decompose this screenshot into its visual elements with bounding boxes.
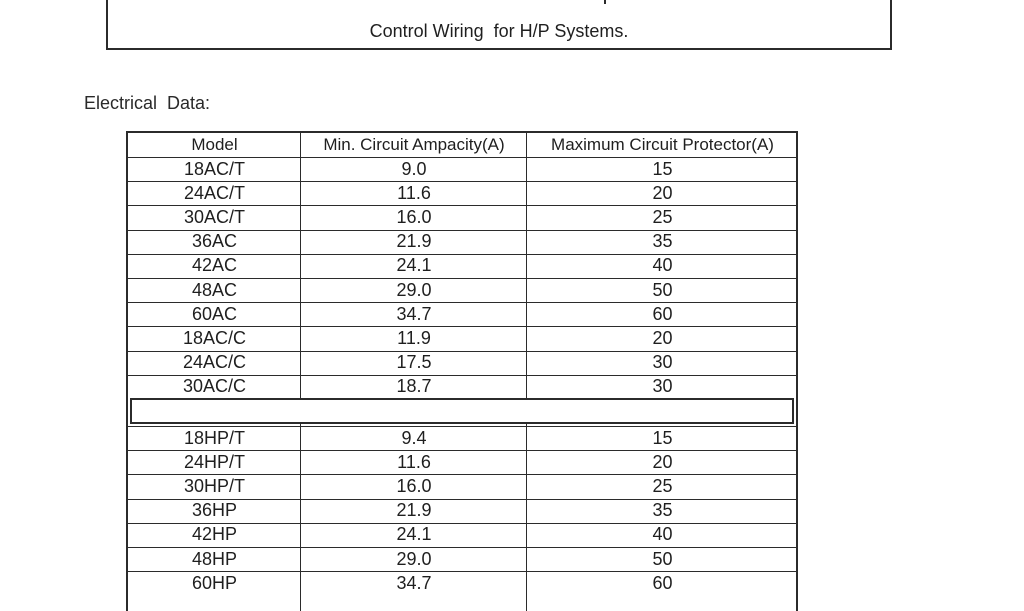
min-circuit-ampacity-cell: 24.1 xyxy=(396,255,432,276)
table-row xyxy=(128,375,796,399)
model-cell: 36AC xyxy=(191,231,238,252)
model-cell: 30HP/T xyxy=(183,475,246,496)
max-circuit-protector-cell: 25 xyxy=(652,475,673,496)
table-row xyxy=(128,547,796,571)
model-cell: 48HP xyxy=(191,548,238,569)
electrical-data-table xyxy=(126,131,798,611)
min-circuit-ampacity-cell: 21.9 xyxy=(396,500,432,521)
model-cell: 24AC/C xyxy=(182,352,247,373)
min-circuit-ampacity-cell: 24.1 xyxy=(396,524,432,545)
model-cell: 48AC xyxy=(191,279,238,300)
min-circuit-ampacity-cell: 9.4 xyxy=(401,427,427,448)
title-box-mark xyxy=(604,0,606,4)
max-circuit-protector-cell: 50 xyxy=(652,548,673,569)
page-subtitle: Control Wiring for H/P Systems. xyxy=(369,21,629,41)
min-circuit-ampacity-cell: 21.9 xyxy=(396,231,432,252)
table-row xyxy=(128,426,796,450)
section-heading: Electrical Data: xyxy=(84,93,211,113)
header-model: Model xyxy=(191,135,238,155)
table-row xyxy=(128,157,796,181)
max-circuit-protector-cell: 15 xyxy=(652,158,673,179)
max-circuit-protector-cell: 35 xyxy=(652,500,673,521)
table-row xyxy=(128,278,796,302)
min-circuit-ampacity-cell: 17.5 xyxy=(396,352,432,373)
table-row xyxy=(128,326,796,350)
max-circuit-protector-cell: 20 xyxy=(652,327,673,348)
model-cell: 60AC xyxy=(191,303,238,324)
min-circuit-ampacity-cell: 11.9 xyxy=(397,327,431,348)
model-cell: 36HP xyxy=(191,500,238,521)
table-row xyxy=(128,351,796,375)
group-separator xyxy=(130,398,794,424)
max-circuit-protector-cell: 15 xyxy=(652,427,673,448)
max-circuit-protector-cell: 20 xyxy=(652,451,673,472)
max-circuit-protector-cell: 40 xyxy=(652,524,673,545)
min-circuit-ampacity-cell: 16.0 xyxy=(396,206,432,227)
min-circuit-ampacity-cell: 16.0 xyxy=(396,475,432,496)
min-circuit-ampacity-cell: 29.0 xyxy=(396,548,432,569)
max-circuit-protector-cell: 20 xyxy=(652,182,673,203)
table-row xyxy=(128,230,796,254)
table-header-row xyxy=(128,133,796,157)
table-row xyxy=(128,474,796,498)
model-cell: 18AC/C xyxy=(182,327,247,348)
min-circuit-ampacity-cell: 34.7 xyxy=(396,572,432,593)
max-circuit-protector-cell: 60 xyxy=(652,572,673,593)
min-circuit-ampacity-cell: 18.7 xyxy=(396,376,432,397)
min-circuit-ampacity-cell: 29.0 xyxy=(396,279,432,300)
max-circuit-protector-cell: 60 xyxy=(652,303,673,324)
model-cell: 24HP/T xyxy=(183,451,246,472)
model-cell: 42HP xyxy=(191,524,238,545)
model-cell: 24AC/T xyxy=(183,182,246,203)
table-row xyxy=(128,499,796,523)
model-cell: 42AC xyxy=(191,255,238,276)
table-row xyxy=(128,571,796,595)
max-circuit-protector-cell: 25 xyxy=(652,206,673,227)
table-row xyxy=(128,181,796,205)
model-cell: 18AC/T xyxy=(183,158,246,179)
table-row xyxy=(128,450,796,474)
max-circuit-protector-cell: 50 xyxy=(652,279,673,300)
table-row xyxy=(128,523,796,547)
min-circuit-ampacity-cell: 11.6 xyxy=(397,451,431,472)
table-row xyxy=(128,254,796,278)
model-cell: 18HP/T xyxy=(183,427,246,448)
max-circuit-protector-cell: 30 xyxy=(652,376,673,397)
model-cell: 30AC/C xyxy=(182,376,247,397)
header-max-circuit-protector: Maximum Circuit Protector(A) xyxy=(551,135,774,155)
min-circuit-ampacity-cell: 9.0 xyxy=(401,158,427,179)
max-circuit-protector-cell: 40 xyxy=(652,255,673,276)
model-cell: 30AC/T xyxy=(183,206,246,227)
min-circuit-ampacity-cell: 11.6 xyxy=(397,182,431,203)
min-circuit-ampacity-cell: 34.7 xyxy=(396,303,432,324)
max-circuit-protector-cell: 35 xyxy=(652,231,673,252)
table-row xyxy=(128,302,796,326)
model-cell: 60HP xyxy=(191,572,238,593)
table-row xyxy=(128,205,796,229)
max-circuit-protector-cell: 30 xyxy=(652,352,673,373)
header-min-circuit-ampacity: Min. Circuit Ampacity(A) xyxy=(323,135,505,155)
title-box xyxy=(106,0,892,50)
